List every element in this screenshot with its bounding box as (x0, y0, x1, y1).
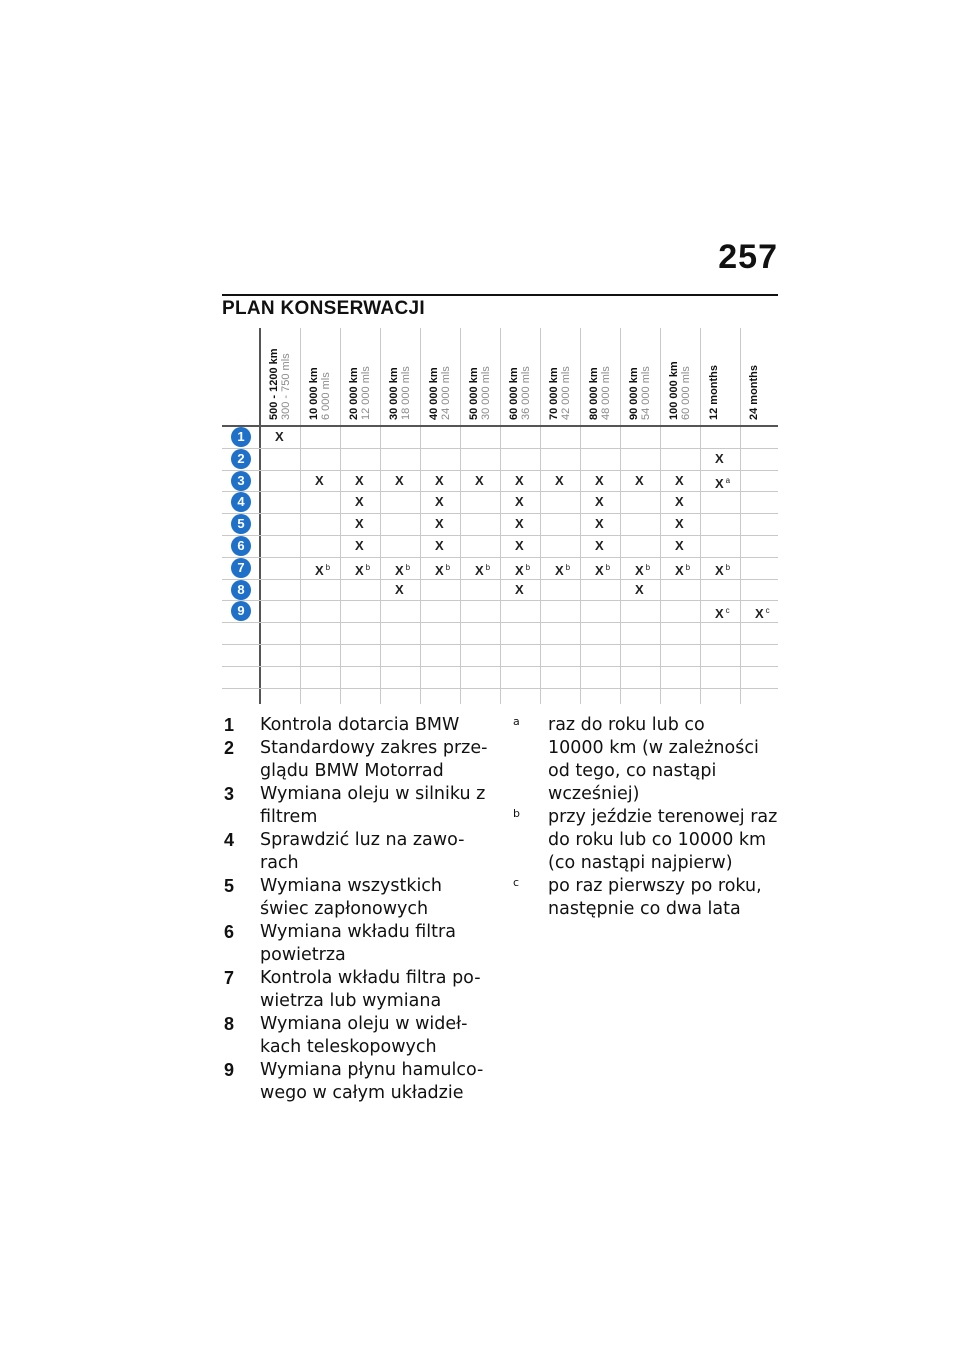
legend-text: Wymiana płynu hamulco- (260, 1060, 484, 1080)
column-header-km: 10 000 km (308, 367, 320, 420)
maintenance-mark: X $^b$ (435, 562, 451, 578)
maintenance-mark: X (475, 472, 484, 488)
column-rule (740, 328, 741, 704)
column-header-km: 40 000 km (428, 367, 440, 420)
maintenance-mark: X (675, 494, 684, 510)
maintenance-mark: X $^b$ (715, 562, 731, 578)
maintenance-mark: X (395, 581, 404, 597)
legend-text: wego w całym układzie (260, 1083, 464, 1103)
row-number-badge: 1 (231, 427, 251, 447)
column-header-km: 12 months (708, 364, 720, 420)
column-header-mls: 30 000 mls (480, 366, 492, 420)
footnote-text: 10000 km (w zależności (548, 738, 759, 758)
section-title: PLAN KONSERWACJI (222, 298, 425, 319)
maintenance-mark: X (315, 472, 324, 488)
maintenance-mark: X $^b$ (635, 562, 651, 578)
row-rule (222, 557, 778, 558)
footnote-text: przy jeździe terenowej raz (548, 807, 778, 827)
maintenance-mark: X $^b$ (355, 562, 371, 578)
column-header-km: 90 000 km (628, 367, 640, 420)
legend-number: 2 (224, 738, 235, 758)
maintenance-mark: X (275, 428, 284, 444)
maintenance-mark: X (435, 472, 444, 488)
footnote-text: wcześniej) (548, 784, 640, 804)
row-number-badge: 8 (231, 580, 251, 600)
row-rule (222, 644, 778, 645)
maintenance-mark: X $^b$ (555, 562, 571, 578)
maintenance-mark: X $^b$ (595, 562, 611, 578)
maintenance-mark: X (675, 516, 684, 532)
maintenance-mark: X (635, 581, 644, 597)
maintenance-mark: X (515, 472, 524, 488)
row-rule (222, 470, 778, 471)
legend-number: 7 (224, 968, 235, 988)
maintenance-mark: X (515, 494, 524, 510)
maintenance-mark: X (515, 537, 524, 553)
maintenance-mark: X (595, 494, 604, 510)
column-rule (460, 328, 461, 704)
column-header-km: 80 000 km (588, 367, 600, 420)
header-bottom-rule (222, 425, 778, 427)
column-header-km: 70 000 km (548, 367, 560, 420)
row-rule (222, 448, 778, 449)
footnote-letter: c (513, 876, 520, 889)
footnote-text: następnie co dwa lata (548, 899, 741, 919)
maintenance-mark: X (715, 450, 724, 466)
maintenance-mark: X $^b$ (515, 562, 531, 578)
footnote-letter: b (513, 807, 520, 820)
legend-text: Sprawdzić luz na zawo- (260, 830, 465, 850)
maintenance-mark: X (355, 537, 364, 553)
row-number-badge: 9 (231, 601, 251, 621)
legend-text: Kontrola dotarcia BMW (260, 715, 460, 735)
maintenance-mark: X (595, 537, 604, 553)
legend-number: 4 (224, 830, 235, 850)
legend-number: 8 (224, 1014, 235, 1034)
legend-text: wietrza lub wymiana (260, 991, 442, 1011)
maintenance-mark: X (355, 472, 364, 488)
maintenance-mark: X (515, 516, 524, 532)
legend-text: glądu BMW Motorrad (260, 761, 444, 781)
legend-text: rach (260, 853, 299, 873)
column-header-km: 50 000 km (468, 367, 480, 420)
maintenance-mark: X $^c$ (755, 606, 770, 622)
legend-text: Kontrola wkładu filtra po- (260, 968, 481, 988)
column-header-mls: 24 000 mls (440, 366, 452, 420)
column-rule (580, 328, 581, 704)
column-header-mls: 12 000 mls (360, 366, 372, 420)
column-rule (340, 328, 341, 704)
row-rule (222, 688, 778, 689)
column-header-mls: 36 000 mls (520, 366, 532, 420)
column-rule (420, 328, 421, 704)
maintenance-mark: X (635, 472, 644, 488)
row-rule (222, 579, 778, 580)
legend-text: świec zapłonowych (260, 899, 429, 919)
row-number-badge: 4 (231, 492, 251, 512)
footnote-text: raz do roku lub co (548, 715, 705, 735)
row-number-badge: 7 (231, 558, 251, 578)
maintenance-mark: X $^b$ (675, 562, 691, 578)
maintenance-mark: X $^b$ (315, 562, 331, 578)
row-rule (222, 513, 778, 514)
legend-number: 1 (224, 715, 235, 735)
column-header-mls: 18 000 mls (400, 366, 412, 420)
column-rule (620, 328, 621, 704)
legend-text: Wymiana oleju w silniku z (260, 784, 486, 804)
header-rule (222, 294, 778, 296)
row-number-badge: 3 (231, 471, 251, 491)
maintenance-mark: X (515, 581, 524, 597)
maintenance-mark: X (595, 516, 604, 532)
legend-number: 9 (224, 1060, 235, 1080)
footnote-text: od tego, co nastąpi (548, 761, 717, 781)
maintenance-mark: X (355, 494, 364, 510)
column-rule (540, 328, 541, 704)
column-header-km: 24 months (748, 364, 760, 420)
maintenance-mark: X (435, 537, 444, 553)
legend-text: kach teleskopowych (260, 1037, 437, 1057)
maintenance-mark: X (435, 494, 444, 510)
column-header-mls: 300 - 750 mls (280, 353, 292, 420)
row-number-badge: 5 (231, 514, 251, 534)
column-header-km: 500 - 1200 km (268, 348, 280, 420)
row-rule (222, 600, 778, 601)
column-header-mls: 42 000 mls (560, 366, 572, 420)
row-number-badge: 2 (231, 449, 251, 469)
legend-number: 5 (224, 876, 235, 896)
column-rule (700, 328, 701, 704)
column-header-km: 100 000 km (668, 361, 680, 420)
maintenance-mark: X (555, 472, 564, 488)
column-rule (380, 328, 381, 704)
footnote-text: po raz pierwszy po roku, (548, 876, 762, 896)
maintenance-mark: X $^b$ (395, 562, 411, 578)
legend-text: powietrza (260, 945, 346, 965)
row-rule (222, 491, 778, 492)
maintenance-mark: X $^a$ (715, 475, 731, 491)
column-rule (300, 328, 301, 704)
page-number: 257 (718, 238, 778, 276)
legend-text: Standardowy zakres prze- (260, 738, 488, 758)
legend-text: Wymiana wszystkich (260, 876, 443, 896)
maintenance-mark: X $^b$ (475, 562, 491, 578)
column-header-mls: 48 000 mls (600, 366, 612, 420)
footnote-letter: a (513, 715, 520, 728)
column-header-km: 20 000 km (348, 367, 360, 420)
maintenance-mark: X (355, 516, 364, 532)
maintenance-mark: X (675, 472, 684, 488)
row-number-badge: 6 (231, 536, 251, 556)
legend-number: 3 (224, 784, 235, 804)
table-left-rule (259, 328, 261, 704)
legend-number: 6 (224, 922, 235, 942)
footnote-text: do roku lub co 10000 km (548, 830, 767, 850)
footnote-text: (co nastąpi najpierw) (548, 853, 733, 873)
row-rule (222, 666, 778, 667)
maintenance-mark: X (435, 516, 444, 532)
legend-text: Wymiana oleju w wideł- (260, 1014, 468, 1034)
row-rule (222, 622, 778, 623)
column-header-mls: 60 000 mls (680, 366, 692, 420)
column-header-mls: 54 000 mls (640, 366, 652, 420)
maintenance-mark: X (395, 472, 404, 488)
column-rule (660, 328, 661, 704)
column-header-mls: 6 000 mls (320, 372, 332, 420)
maintenance-mark: X $^c$ (715, 606, 730, 622)
column-rule (500, 328, 501, 704)
legend-text: filtrem (260, 807, 318, 827)
column-header-km: 60 000 km (508, 367, 520, 420)
maintenance-mark: X (675, 537, 684, 553)
column-header-km: 30 000 km (388, 367, 400, 420)
maintenance-mark: X (595, 472, 604, 488)
row-rule (222, 535, 778, 536)
legend-text: Wymiana wkładu filtra (260, 922, 456, 942)
